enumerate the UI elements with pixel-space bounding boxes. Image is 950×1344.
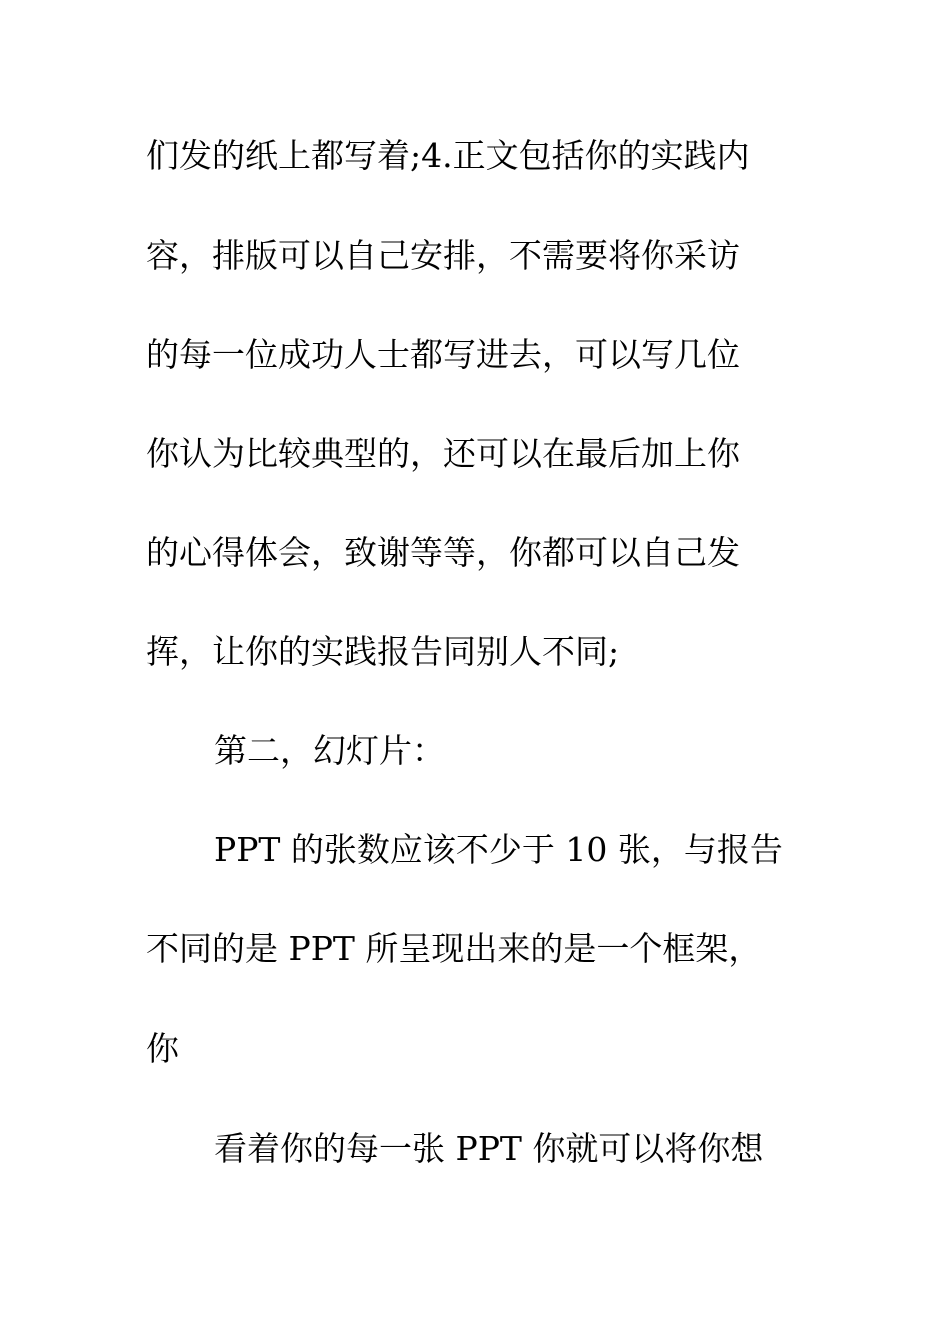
text-line: PPT 的张数应该不少于 10 张，与报告 — [214, 830, 783, 869]
text-line: 你 — [146, 1029, 179, 1068]
text-line: 容，排版可以自己安排，不需要将你采访 — [146, 236, 740, 275]
text-line: 挥，让你的实践报告同别人不同; — [146, 632, 620, 671]
text-line: 不同的是 PPT 所呈现出来的是一个框架， — [146, 929, 762, 968]
text-line: 你认为比较典型的，还可以在最后加上你 — [146, 434, 740, 473]
text-line: 看着你的每一张 PPT 你就可以将你想 — [214, 1129, 764, 1168]
text-line: 的心得体会，致谢等等，你都可以自己发 — [146, 533, 740, 572]
text-line: 的每一位成功人士都写进去，可以写几位 — [146, 335, 740, 374]
text-line: 们发的纸上都写着;4.正文包括你的实践内 — [146, 136, 750, 175]
section-heading: 第二，幻灯片： — [214, 731, 445, 770]
